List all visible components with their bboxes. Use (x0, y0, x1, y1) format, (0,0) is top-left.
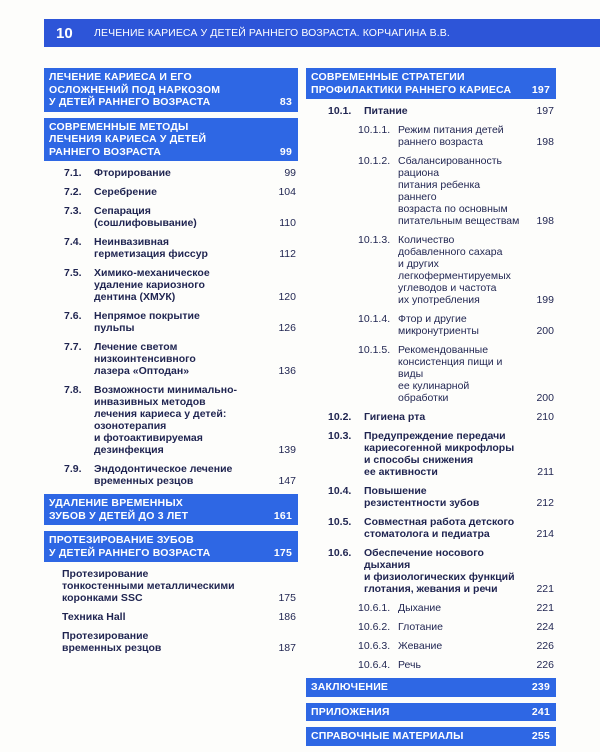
entry-title: Химико-механическое удаление кариозного дентина (ХМУК) (94, 267, 210, 303)
entry-title: Совместная работа детского стоматолога и педиатра (364, 516, 515, 540)
entry-page: 104 (278, 186, 296, 198)
entry-number: 7.6. (64, 310, 82, 322)
entry-number: 10.4. (328, 485, 352, 497)
entry-number: 10.1.1. (358, 124, 391, 136)
entry-title: Повышение резистентности зубов (364, 485, 480, 509)
entry-page: 126 (278, 322, 296, 334)
entry-title: Эндодонтическое лечение временных резцов (94, 463, 233, 487)
entry-page: 200 (536, 325, 554, 337)
entry-title: Режим питания детей раннего возраста (398, 124, 504, 148)
section-page: 175 (273, 546, 292, 559)
entry-page: 139 (278, 444, 296, 456)
section-page: 197 (531, 83, 550, 96)
entry-number: 10.6.1. (358, 602, 391, 614)
entry-title: Лечение светом низкоинтенсивного лазера «Оптодан» (94, 341, 196, 377)
entry-title: Возможности минимально- инвазивных методов лечения кариеса у детей: озонотерапия и фотоактивируемая дезинфекция (94, 384, 238, 456)
entry-number: 10.1.4. (358, 313, 391, 325)
entry-number: 7.8. (64, 384, 82, 396)
entry-number: 10.6. (328, 547, 352, 559)
entry-title: Протезирование тонкостенными металлическими коронками SSC (62, 568, 235, 604)
entry-title: Речь (398, 659, 421, 671)
toc-right-column (306, 68, 556, 752)
entry-number: 7.3. (64, 205, 82, 217)
entry-number: 7.2. (64, 186, 82, 198)
section-page: 99 (279, 145, 292, 158)
toc-section-banner[interactable] (306, 727, 556, 746)
section-page: 161 (273, 509, 292, 522)
section-title: ЗАКЛЮЧЕНИЕ (311, 681, 389, 693)
entry-title: Техника Hall (62, 611, 126, 623)
entry-page: 120 (278, 291, 296, 303)
entry-page: 211 (537, 466, 554, 478)
entry-number: 10.5. (328, 516, 352, 528)
entry-page: 198 (536, 136, 554, 148)
toc-entry[interactable] (44, 611, 298, 623)
entry-page: 224 (536, 621, 554, 633)
section-title: УДАЛЕНИЕ ВРЕМЕННЫХ ЗУБОВ У ДЕТЕЙ ДО 3 ЛЕТ (49, 497, 189, 522)
page-number: 10 (56, 24, 73, 42)
entry-title: Фторирование (94, 167, 171, 179)
toc-subentry[interactable] (306, 621, 556, 633)
entry-page: 226 (536, 640, 554, 652)
section-title: ПРИЛОЖЕНИЯ (311, 705, 390, 718)
section-title: СОВРЕМЕННЫЕ СТРАТЕГИИ ПРОФИЛАКТИКИ РАННЕГО КАРИЕСА (311, 71, 512, 96)
toc-entry[interactable] (306, 411, 556, 423)
toc-section-banner[interactable] (44, 531, 298, 562)
toc-entry[interactable] (306, 547, 556, 595)
entry-number: 10.2. (328, 411, 352, 423)
toc-subentry[interactable] (306, 659, 556, 671)
running-title: ЛЕЧЕНИЕ КАРИЕСА У ДЕТЕЙ РАННЕГО ВОЗРАСТА. КОРЧАГИНА В.В. (94, 27, 450, 39)
toc-subentry[interactable] (306, 602, 556, 614)
toc-entry[interactable] (44, 236, 298, 260)
toc-section-banner[interactable] (44, 68, 298, 112)
toc-section-banner[interactable] (306, 68, 556, 99)
entry-page: 99 (284, 167, 296, 179)
toc-section-banner[interactable] (306, 678, 556, 697)
entry-page: 112 (279, 248, 296, 260)
toc-entry[interactable] (44, 341, 298, 377)
section-title: ЛЕЧЕНИЕ КАРИЕСА И ЕГО ОСЛОЖНЕНИЙ ПОД НАРКОЗОМ У ДЕТЕЙ РАННЕГО ВОЗРАСТА (49, 71, 221, 108)
toc-section-banner[interactable] (44, 494, 298, 525)
toc-entry[interactable] (306, 105, 556, 117)
entry-page: 198 (536, 215, 554, 227)
entry-page: 110 (279, 217, 296, 229)
entry-number: 10.1.3. (358, 234, 391, 246)
entry-page: 187 (278, 642, 296, 654)
section-page: 255 (531, 730, 550, 742)
entry-title: Сбалансированность рациона питания ребенка раннего возраста по основным питательным веществам (398, 155, 520, 227)
entry-page: 226 (536, 659, 554, 671)
entry-title: Жевание (398, 640, 443, 652)
entry-number: 7.7. (64, 341, 82, 353)
entry-title: Протезирование временных резцов (62, 630, 162, 654)
entry-title: Гигиена рта (364, 411, 426, 423)
toc-entry[interactable] (44, 568, 298, 604)
entry-title: Серебрение (94, 186, 157, 198)
toc-section-banner[interactable] (44, 118, 298, 162)
entry-page: 221 (536, 583, 554, 595)
entry-title: Неинвазивная герметизация фиссур (94, 236, 208, 260)
entry-number: 7.4. (64, 236, 82, 248)
toc-entry[interactable] (306, 485, 556, 509)
entry-page: 186 (278, 611, 296, 623)
entry-number: 7.9. (64, 463, 82, 475)
entry-number: 10.3. (328, 430, 352, 442)
toc-entry[interactable] (44, 267, 298, 303)
section-page: 239 (531, 681, 550, 693)
entry-title: Дыхание (398, 602, 442, 614)
toc-subentry[interactable] (306, 124, 556, 148)
entry-title: Непрямое покрытие пульпы (94, 310, 200, 334)
toc-subentry[interactable] (306, 640, 556, 652)
entry-page: 136 (278, 365, 296, 377)
entry-page: 210 (536, 411, 554, 423)
entry-page: 199 (536, 294, 554, 306)
entry-title: Рекомендованные консистенция пищи и виды ее кулинарной обработки (398, 344, 503, 404)
toc-entry[interactable] (306, 516, 556, 540)
toc-entry[interactable] (44, 310, 298, 334)
section-title: СПРАВОЧНЫЕ МАТЕРИАЛЫ (311, 730, 464, 742)
toc-entry[interactable] (44, 205, 298, 229)
section-page: 83 (279, 96, 292, 108)
entry-number: 10.6.3. (358, 640, 391, 652)
toc-entry[interactable] (44, 167, 298, 179)
entry-page: 197 (536, 105, 554, 117)
toc-subentry[interactable] (306, 155, 556, 227)
entry-title: Фтор и другие микронутриенты (398, 313, 479, 337)
toc-entry[interactable] (44, 463, 298, 487)
toc-subentry[interactable] (306, 313, 556, 337)
entry-title: Количество добавленного сахара и других легкоферментируемых углеводов и частота их употребления (398, 234, 511, 306)
entry-number: 10.1.5. (358, 344, 391, 356)
entry-page: 212 (536, 497, 554, 509)
toc-section-banner[interactable] (306, 703, 556, 722)
toc-entry[interactable] (44, 384, 298, 456)
entry-number: 10.6.4. (358, 659, 391, 671)
entry-title: Предупреждение передачи кариесогенной микрофлоры и способы снижения ее активности (364, 430, 515, 478)
entry-page: 200 (536, 392, 554, 404)
section-title: ПРОТЕЗИРОВАНИЕ ЗУБОВ У ДЕТЕЙ РАННЕГО ВОЗРАСТА (49, 534, 211, 559)
entry-page: 221 (536, 602, 554, 614)
toc-entry[interactable] (44, 186, 298, 198)
entry-title: Сепарация (сошлифовывание) (94, 205, 197, 229)
section-title: СОВРЕМЕННЫЕ МЕТОДЫ ЛЕЧЕНИЯ КАРИЕСА У ДЕТЕЙ РАННЕГО ВОЗРАСТА (49, 120, 207, 158)
entry-page: 175 (278, 592, 296, 604)
toc-entry[interactable] (306, 430, 556, 478)
entry-number: 7.5. (64, 267, 82, 279)
entry-title: Глотание (398, 621, 443, 633)
section-page: 241 (531, 705, 550, 718)
entry-page: 147 (278, 475, 296, 487)
entry-title: Обеспечение носового дыхания и физиологических функций глотания, жевания и речи (364, 547, 515, 595)
entry-title: Питание (364, 105, 408, 117)
entry-number: 7.1. (64, 167, 82, 179)
toc-left-column (44, 68, 298, 661)
running-header (44, 19, 600, 47)
entry-number: 10.6.2. (358, 621, 391, 633)
entry-number: 10.1.2. (358, 155, 391, 167)
toc-subentry[interactable] (306, 344, 556, 404)
toc-subentry[interactable] (306, 234, 556, 306)
entry-page: 214 (536, 528, 554, 540)
toc-entry[interactable] (44, 630, 298, 654)
entry-number: 10.1. (328, 105, 352, 117)
